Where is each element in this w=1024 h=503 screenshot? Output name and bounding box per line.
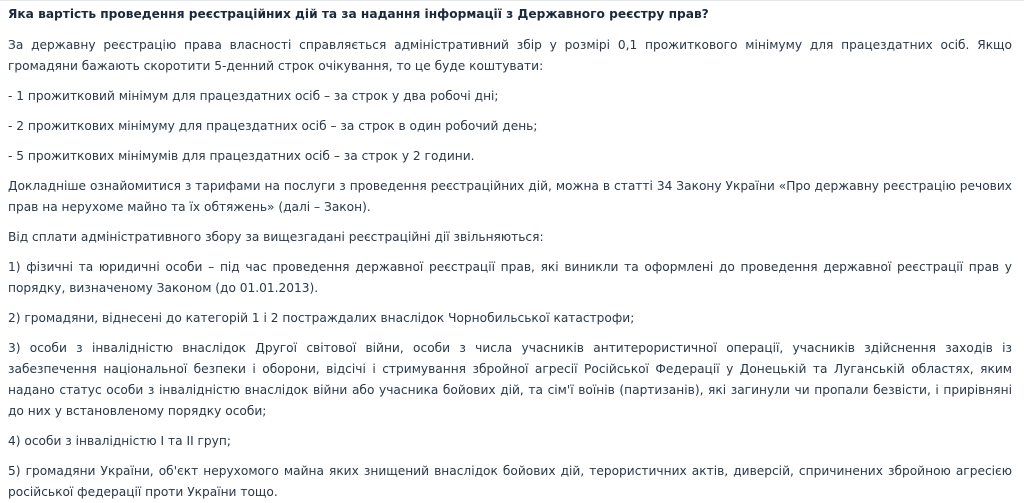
answer-paragraph-fee: За державну реєстрацію права власності справляється адміністративний збір у розмірі 0,1 прожиткового мінімуму для працездатних осіб. Якщо громадяни бажають скоротити 5-денний строк очікування, то це буде коштувати:	[8, 38, 1012, 73]
answer-paragraph-exempt-intro: Від сплати адміністративного збору за вищезгадані реєстраційні дії звільняються:	[8, 230, 544, 244]
answer-exempt-item-2: 2) громадяни, віднесені до категорій 1 і 2 постраждалих внаслідок Чорнобильської катастрофи;	[8, 311, 635, 325]
answer-option-two-days: - 1 прожитковий мінімум для працездатних осіб – за строк у два робочі дні;	[8, 89, 499, 103]
answer-exempt-item-4: 4) особи з інвалідністю I та II груп;	[8, 434, 231, 448]
faq-answer	[8, 35, 1012, 503]
answer-option-one-day: - 2 прожиткових мінімуму для працездатних осіб – за строк в один робочий день;	[8, 119, 538, 133]
answer-exempt-item-1: 1) фізичні та юридичні особи – під час проведення державної реєстрації прав, які виникли та оформлені до проведення державної реєстрації прав у порядку, визначеному Законом (до 01.01.2013).	[8, 260, 1012, 295]
faq-question[interactable]: Яка вартість проведення реєстраційних дій та за надання інформації з Державного реєстру прав?	[8, 7, 709, 21]
answer-exempt-item-3: 3) особи з інвалідністю внаслідок Другої світової війни, особи з числа учасників антитерористичної операції, учасників здійснення заходів із забезпечення національної безпеки і оборони, відсічі і стримування збройної агресії Російської Федерації у Донецькій та Луганській областях, яким надано статус особи з інвалідністю внаслідок війни або учасника бойових дій, та сім'ї воїнів (партизанів), які загинули чи пропали безвісти, і прирівняні до них у встановленому порядку особи;	[8, 341, 1012, 418]
answer-paragraph-law: Докладніше ознайомитися з тарифами на послуги з проведення реєстраційних дій, можна в статті 34 Закону України «Про державну реєстрацію речових прав на нерухоме майно та їх обтяжень» (далі – Закон).	[8, 179, 1012, 214]
answer-exempt-item-5: 5) громадяни України, об'єкт нерухомого майна яких знищений внаслідок бойових дій, терористичних актів, диверсій, спричинених збройною агресією російської федерації проти України тощо.	[8, 464, 1012, 499]
answer-option-two-hours: - 5 прожиткових мінімумів для працездатних осіб – за строк у 2 години.	[8, 149, 475, 163]
